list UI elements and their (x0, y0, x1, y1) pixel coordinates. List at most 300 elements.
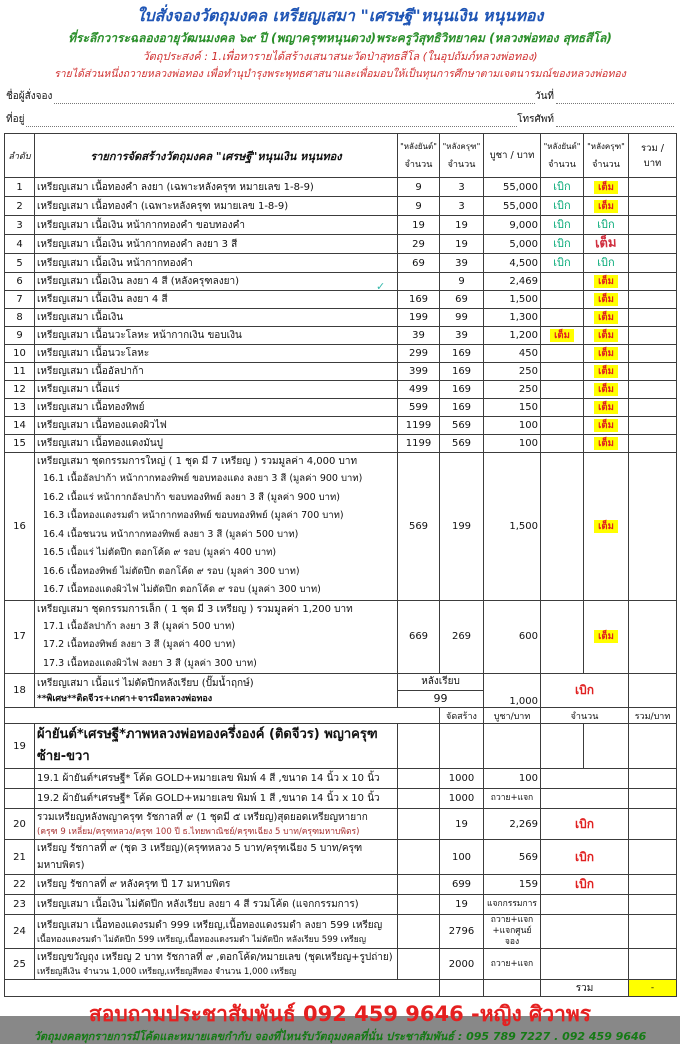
status-available: เบิก (553, 218, 571, 231)
cell-qty-garuda: 39 (440, 254, 484, 273)
cell-description: เหรียญเสมา เนื้อแร่ (35, 381, 398, 399)
cell-total (629, 254, 677, 273)
cell-total (629, 809, 677, 840)
cell-price: ถวาย+แจก +แจกศูนย์จอง (484, 915, 541, 949)
cell-total (629, 875, 677, 895)
status-available: เบิก (553, 199, 571, 212)
cell-status-yant (541, 254, 584, 273)
status-full: เต็ม (594, 520, 618, 533)
table-row (5, 840, 677, 875)
cell-status-yant (541, 235, 584, 254)
cell-total (629, 235, 677, 254)
cell-status-garuda (584, 254, 629, 273)
status-available: เบิก (553, 256, 571, 269)
cell-qty-garuda: 569 (440, 435, 484, 453)
cell-qty-garuda: 199 (440, 453, 484, 601)
table-row (5, 363, 677, 381)
cell-status (541, 809, 629, 840)
cell-blank (398, 915, 440, 949)
cell-no: 9 (5, 327, 35, 345)
cell-price: 250 (484, 381, 541, 399)
sep-label-1: บูชา/บาท (484, 708, 541, 724)
address-field[interactable] (26, 114, 517, 127)
cell-qty-yant: 1199 (398, 435, 440, 453)
status-available: เบิก (553, 237, 571, 250)
cell-no: 12 (5, 381, 35, 399)
cell-blank (398, 724, 440, 769)
cell-qty-garuda: 99 (440, 309, 484, 327)
cell-qty-yant: 669 (398, 600, 440, 674)
cell-qty-garuda: 3 (440, 178, 484, 197)
cell-no: 7 (5, 291, 35, 309)
cell-total (629, 381, 677, 399)
cell-no: 24 (5, 915, 35, 949)
table-row (5, 417, 677, 435)
cell-description: เหรียญขวัญถุง เหรียญ 2 บาท รัชกาลที่ ๙ ,ตอกโค้ด/หมายเลข (ชุดเหรียญ+รูปถ่าย) เหรียญสีเงิน จำนวน 1,000 เหรียญ,เหรียญสีทอง จำนวน 1,000 เหรียญ (35, 949, 398, 980)
cell-qty-garuda: 19 (440, 216, 484, 235)
cell-total (629, 915, 677, 949)
cell-blank-2 (584, 724, 629, 769)
cell-no: 23 (5, 895, 35, 915)
table-row (5, 327, 677, 345)
order-table-body (5, 178, 677, 997)
table-row (5, 273, 677, 291)
cell-status-garuda (584, 309, 629, 327)
document-subtitle: ที่ระลึกวาระฉลองอายุวัฒนมงคล ๖๙ ปี (พญาครุฑหนุนดวง)พระครูวิสุทธิวิทยาคม (หลวงพ่อทอง สุทธสีโล) (68, 31, 612, 45)
cell-price: 1,500 (484, 453, 541, 601)
cell-qty-yant: 199 (398, 309, 440, 327)
cell-status-yant (541, 600, 584, 674)
cell-status-garuda (584, 197, 629, 216)
cell-status-garuda (584, 345, 629, 363)
cell-qty-garuda: 3 (440, 197, 484, 216)
cell-price: 1,500 (484, 291, 541, 309)
status-full: เต็ม (594, 630, 618, 643)
cell-description: เหรียญเสมา เนื้อเงิน หน้ากากทองคำ ขอบทองคำ (35, 216, 398, 235)
total-value: - (629, 980, 677, 997)
cell-total (629, 435, 677, 453)
cell-status (541, 789, 629, 809)
address-label: ที่อยู่ (6, 114, 25, 125)
orderer-name-row (6, 89, 674, 104)
cell-qty-yant: 569 (398, 453, 440, 601)
cell-no: 5 (5, 254, 35, 273)
cell-qty-yant: 399 (398, 363, 440, 381)
cell-made-qty: 1000 (440, 769, 484, 789)
cell-price: 100 (484, 417, 541, 435)
cell-qty-garuda: 169 (440, 363, 484, 381)
cell-qty-yant: 19 (398, 216, 440, 235)
donation-note-line: รายได้ส่วนหนึ่งถวายหลวงพ่อทอง เพื่อทำนุบำรุงพระพุทธศาสนาและเพื่อมอบให้เป็นทุนการศึกษาตามเจตนารมณ์ของหลวงพ่อทอง (54, 68, 626, 80)
phone-field[interactable] (556, 114, 674, 127)
table-row (5, 600, 677, 674)
status-available: เบิก (597, 218, 615, 231)
table-row (5, 708, 677, 724)
cell-back-flat: หลังเรียบ 99 (398, 674, 484, 708)
cell-qty-yant: 1199 (398, 417, 440, 435)
cell-description: รวมเหรียญหลังพญาครุฑ รัชกาลที่ ๙ (1 ชุดมี ๕ เหรียญ)สุดยอดเหรียญหายาก (ครุฑ 9 เหลี่ยม/ครุฑหลวง/ครุฑ 100 ปี ธ.ไทยพาณิชย์/ครุฑเฉียง 5 บาท/ครุฑมหาบพิตร) (35, 809, 398, 840)
cell-total (629, 789, 677, 809)
cell-description: 19.1 ผ้ายันต์*เศรษฐี* โค้ด GOLD+หมายเลข พิมพ์ 4 สี ,ขนาด 14 นิ้ว x 10 นิ้ว (35, 769, 398, 789)
cell-description: เหรียญเสมา เนื้อทองแดงรมดำ 999 เหรียญ,เนื้อทองแดงรมดำ ลงยา 599 เหรียญ เนื้อทองแดงรมดำ ไม่ตัดปีก 599 เหรียญ,เนื้อทองแดงรมดำ ไม่ตัดปีก หลังเรียบ 599 เหรียญ (35, 915, 398, 949)
cell-description: เหรียญ รัชกาลที่ ๙ หลังครุฑ ปี 17 มหาบพิตร (35, 875, 398, 895)
cell-no: 13 (5, 399, 35, 417)
status-full: เต็ม (550, 329, 574, 342)
cell-qty-yant: 9 (398, 197, 440, 216)
cell-qty-yant: 499 (398, 381, 440, 399)
cell-no: 8 (5, 309, 35, 327)
cell-status-garuda (584, 178, 629, 197)
cell-no: 1 (5, 178, 35, 197)
cell-status-garuda (584, 381, 629, 399)
cell-qty-yant: 9 (398, 178, 440, 197)
status-full: เต็ม (594, 437, 618, 450)
phone-label: โทรศัพท์ (517, 114, 554, 125)
status-full: เต็ม (594, 401, 618, 414)
cell-blank (398, 809, 440, 840)
cell-price: 100 (484, 769, 541, 789)
cell-description: เหรียญเสมา เนื้ออัลปาก้า (35, 363, 398, 381)
cell-status (541, 769, 629, 789)
cell-total (629, 600, 677, 674)
cell-made (440, 724, 484, 769)
status-withdraw: เบิก (575, 877, 594, 891)
cell-blank (5, 708, 440, 724)
cell-description: เหรียญเสมา เนื้อนวะโลหะ หน้ากากเงิน ขอบเงิน (35, 327, 398, 345)
cell-qty-yant: 169 (398, 291, 440, 309)
sep-label-2: จำนวน (541, 708, 629, 724)
cell-total (629, 197, 677, 216)
cell-made-qty: 19 (440, 895, 484, 915)
cell-description: เหรียญเสมา เนื้อเงิน หน้ากากทองคำ ลงยา 3 สี (35, 235, 398, 254)
cell-price: 1,200 (484, 327, 541, 345)
cell-status-garuda (584, 216, 629, 235)
cell-description: เหรียญเสมา ชุดกรรมการใหญ่ ( 1 ชุด มี 7 เหรียญ ) รวมมูลค่า 4,000 บาท 16.1 เนื้ออัลปาก้า หน้ากากทองทิพย์ ขอบทองแดง ลงยา 3 สี (มูลค่า 900 บาท) 16.2 เนื้อแร่ หน้ากากอัลปาก้า ขอบทองทิพย์ ลงยา 3 สี (มูลค่า 900 บาท) 16.3 เนื้อทองแดงรมดำ หน้ากากทองทิพย์ ขอบทองทิพย์ (มูลค่า 700 บาท) 16.4 เนื้อชนวน หน้ากากทองทิพย์ ลงยา 3 สี (มูลค่า 500 บาท) 16.5 เนื้อแร่ ไม่ตัดปีก ตอกโค้ด ๙ รอบ (มูลค่า 400 บาท) 16.6 เนื้อทองทิพย์ ไม่ตัดปีก ตอกโค้ด ๙ รอบ (มูลค่า 300 บาท) 16.7 เนื้อทองแดงผิวไฟ ไม่ตัดปีก ตอกโค้ด ๙ รอบ (มูลค่า 300 บาท) (35, 453, 398, 601)
cell-qty-yant: 299 (398, 345, 440, 363)
cell-qty-garuda: 39 (440, 327, 484, 345)
cell-status-garuda (584, 235, 629, 254)
cell-made-qty: 100 (440, 840, 484, 875)
cell-total (629, 216, 677, 235)
cell-no: 2 (5, 197, 35, 216)
status-full: เต็ม (594, 200, 618, 213)
cell-price: 4,500 (484, 254, 541, 273)
cell-total (629, 399, 677, 417)
cell-status-yant (541, 216, 584, 235)
cell-no: 14 (5, 417, 35, 435)
cell-qty-garuda: 569 (440, 417, 484, 435)
date-label: วันที่ (534, 91, 554, 102)
cell-total (629, 291, 677, 309)
cell-status-yant (541, 273, 584, 291)
cell-status (541, 674, 629, 708)
cell-status-garuda (584, 600, 629, 674)
sep-label-0: จัดสร้าง (440, 708, 484, 724)
table-row (5, 197, 677, 216)
cell-blank (5, 980, 440, 997)
col-header-back-garuda-qty-2: "หลังครุฑ" จำนวน (584, 134, 629, 178)
col-header-back-yant-qty-2: "หลังยันต์" จำนวน (541, 134, 584, 178)
cell-no: 22 (5, 875, 35, 895)
cell-status-garuda (584, 399, 629, 417)
cell-status-garuda (584, 363, 629, 381)
table-row (5, 381, 677, 399)
document-header (0, 0, 680, 81)
col-header-price: บูชา / บาท (484, 134, 541, 178)
cell-total (629, 309, 677, 327)
cell-status-yant (541, 381, 584, 399)
cell-description: เหรียญเสมา เนื้อทองแดงผิวไฟ (35, 417, 398, 435)
cell-price: 9,000 (484, 216, 541, 235)
cell-blank (398, 840, 440, 875)
table-row (5, 291, 677, 309)
cell-total (629, 327, 677, 345)
table-row (5, 915, 677, 949)
cell-blank (398, 769, 440, 789)
cell-status (541, 915, 629, 949)
cell-status (541, 875, 629, 895)
table-row (5, 235, 677, 254)
cell-no: 18 (5, 674, 35, 708)
sep-label-3: รวม/บาท (629, 708, 677, 724)
status-full: เต็ม (594, 181, 618, 194)
cell-status-yant (541, 435, 584, 453)
cell-total (629, 363, 677, 381)
cell-qty-yant: 599 (398, 399, 440, 417)
total-label: รวม (541, 980, 629, 997)
cell-qty-garuda: 169 (440, 345, 484, 363)
cell-status-yant (541, 363, 584, 381)
table-row (5, 875, 677, 895)
cell-status (541, 949, 629, 980)
cell-status-yant (541, 399, 584, 417)
cell-total (629, 840, 677, 875)
cell-qty-yant: 29 (398, 235, 440, 254)
table-row (5, 453, 677, 601)
cell-no: 17 (5, 600, 35, 674)
cell-description: เหรียญเสมา เนื้อทองคำ ลงยา (เฉพาะหลังครุฑ หมายเลข 1-8-9) (35, 178, 398, 197)
cell-qty-garuda: 19 (440, 235, 484, 254)
status-full: เต็ม (594, 329, 618, 342)
cell-status-yant (541, 309, 584, 327)
status-available: เบิก (597, 256, 615, 269)
cell-status-garuda (584, 417, 629, 435)
cell-status-yant (541, 178, 584, 197)
cell-no: 3 (5, 216, 35, 235)
cell-description: เหรียญเสมา เนื้อทองแดงมันปู (35, 435, 398, 453)
cell-price: 1,000 (484, 674, 541, 708)
cell-price: 450 (484, 345, 541, 363)
cell-made-qty: 2796 (440, 915, 484, 949)
cell-status-yant (541, 345, 584, 363)
status-full: เต็ม (594, 419, 618, 432)
cell-description: เหรียญเสมา เนื้อทองทิพย์ (35, 399, 398, 417)
cell-total (541, 724, 584, 769)
cell-price: ถวาย+แจก (484, 949, 541, 980)
status-full: เต็ม (594, 311, 618, 324)
cell-price: 569 (484, 840, 541, 875)
cell-total (629, 769, 677, 789)
col-header-back-garuda-qty: "หลังครุฑ" จำนวน (440, 134, 484, 178)
footer-note-line: วัตถุมงคลทุกรายการมีโค้ดและหมายเลขกำกับ จองที่ไหนรับวัตถุมงคลที่นั่น ประชาสัมพันธ์ : 095 789 7227 . 092 459 9646 (33, 1030, 647, 1043)
cell-blank-3 (629, 724, 677, 769)
status-withdraw: เบิก (575, 683, 594, 697)
cell-description: เหรียญเสมา เนื้อทองคำ (เฉพาะหลังครุฑ หมายเลข 1-8-9) (35, 197, 398, 216)
cell-status (541, 840, 629, 875)
cell-made-qty: 699 (440, 875, 484, 895)
status-full: เต็ม (594, 365, 618, 378)
status-available: เบิก (553, 180, 571, 193)
cell-qty-garuda: 269 (440, 600, 484, 674)
cell-made-qty: 2000 (440, 949, 484, 980)
cell-blank-2 (440, 980, 484, 997)
table-row (5, 309, 677, 327)
cell-price: 250 (484, 363, 541, 381)
cell-no: 11 (5, 363, 35, 381)
cell-price: 100 (484, 435, 541, 453)
cell-blank (398, 789, 440, 809)
cell-description: เหรียญ รัชกาลที่ ๙ (ชุด 3 เหรียญ)(ครุฑหลวง 5 บาท/ครุฑเฉียง 5 บาท/ครุฑมหาบพิตร) (35, 840, 398, 875)
cell-price: 159 (484, 875, 541, 895)
cell-status-yant (541, 453, 584, 601)
contact-line: สอบถามประชาสัมพันธ์ 092 459 9646 -หญิง ศิวาพร (88, 1002, 592, 1026)
stray-teal-mark: ✓ (376, 280, 386, 293)
order-table-header (5, 134, 677, 178)
status-full: เต็ม (594, 275, 618, 288)
status-full-handwritten: เต็ม (594, 235, 618, 252)
cell-no (5, 769, 35, 789)
cell-qty-yant: 39 (398, 327, 440, 345)
cell-total (629, 178, 677, 197)
cell-status-yant (541, 197, 584, 216)
table-row (5, 789, 677, 809)
table-row (5, 674, 677, 708)
address-row (6, 112, 674, 127)
cell-price: แจกกรรมการ (484, 895, 541, 915)
cell-total (629, 895, 677, 915)
cell-total (629, 949, 677, 980)
cell-status-garuda (584, 291, 629, 309)
table-row (5, 435, 677, 453)
cell-price: 2,469 (484, 273, 541, 291)
status-withdraw: เบิก (575, 849, 594, 864)
cell-no: 25 (5, 949, 35, 980)
cell-price (484, 724, 541, 769)
cell-total (629, 417, 677, 435)
table-row (5, 949, 677, 980)
cell-description: เหรียญเสมา เนื้อแร่ ไม่ตัดปีกหลังเรียบ (ปั๊มน้ำฤกษ์) **พิเศษ**ติดจีวร+เกศา+จารมือหลวงพ่อทอง (35, 674, 398, 708)
table-row (5, 399, 677, 417)
cell-description: เหรียญเสมา เนื้อเงิน หน้ากากทองคำ (35, 254, 398, 273)
cell-price: 600 (484, 600, 541, 674)
cell-made-qty: 19 (440, 809, 484, 840)
cell-section-title: ผ้ายันต์*เศรษฐี*ภาพหลวงพ่อทองครึ่งองค์ (ติดจีวร) พญาครุฑ ซ้าย-ขวา (35, 724, 398, 769)
cell-no (5, 789, 35, 809)
table-row (5, 345, 677, 363)
cell-no: 10 (5, 345, 35, 363)
cell-description: เหรียญเสมา เนื้อเงิน ไม่ตัดปีก หลังเรียบ ลงยา 4 สี รวมโค้ด (แจกกรรมการ) (35, 895, 398, 915)
cell-description: เหรียญเสมา ชุดกรรมการเล็ก ( 1 ชุด มี 3 เหรียญ ) รวมมูลค่า 1,200 บาท 17.1 เนื้ออัลปาก้า ลงยา 3 สี (มูลค่า 500 บาท) 17.2 เนื้อทองทิพย์ ลงยา 3 สี (มูลค่า 400 บาท) 17.3 เนื้อทองแดงผิวไฟ ลงยา 3 สี (มูลค่า 300 บาท) (35, 600, 398, 674)
cell-qty-yant (398, 273, 440, 291)
cell-blank (398, 949, 440, 980)
table-row (5, 178, 677, 197)
cell-no: 15 (5, 435, 35, 453)
cell-price: 2,269 (484, 809, 541, 840)
cell-description: เหรียญเสมา เนื้อเงิน ลงยา 4 สี (35, 291, 398, 309)
cell-blank (398, 875, 440, 895)
cell-status-yant (541, 291, 584, 309)
cell-made-qty: 1000 (440, 789, 484, 809)
cell-blank (398, 895, 440, 915)
cell-description: เหรียญเสมา เนื้อเงิน ลงยา 4 สี (หลังครุฑลงยา) (35, 273, 398, 291)
order-table (4, 133, 677, 997)
cell-price: 5,000 (484, 235, 541, 254)
col-header-no: ลำดับ (5, 134, 35, 178)
cell-qty-garuda: 169 (440, 399, 484, 417)
table-row (5, 809, 677, 840)
table-row (5, 254, 677, 273)
cell-status-garuda (584, 435, 629, 453)
cell-no: 16 (5, 453, 35, 601)
cell-description: 19.2 ผ้ายันต์*เศรษฐี* โค้ด GOLD+หมายเลข พิมพ์ 1 สี ,ขนาด 14 นิ้ว x 10 นิ้ว (35, 789, 398, 809)
table-row (5, 769, 677, 789)
cell-no: 20 (5, 809, 35, 840)
status-full: เต็ม (594, 383, 618, 396)
cell-qty-yant: 69 (398, 254, 440, 273)
cell-status-garuda (584, 453, 629, 601)
orderer-name-field[interactable] (54, 91, 535, 104)
cell-total (629, 273, 677, 291)
col-header-items: รายการจัดสร้างวัตถุมงคล "เศรษฐี"หนุนเงิน หนุนทอง (35, 134, 398, 178)
cell-status-yant (541, 327, 584, 345)
table-row (5, 724, 677, 769)
cell-no: 19 (5, 724, 35, 769)
cell-price: 150 (484, 399, 541, 417)
table-row (5, 895, 677, 915)
cell-status-garuda (584, 273, 629, 291)
cell-description: เหรียญเสมา เนื้อเงิน (35, 309, 398, 327)
status-full: เต็ม (594, 347, 618, 360)
cell-blank-3 (484, 980, 541, 997)
status-full: เต็ม (594, 293, 618, 306)
cell-status-garuda (584, 327, 629, 345)
orderer-name-label: ชื่อผู้สั่งจอง (6, 91, 53, 102)
cell-total (629, 453, 677, 601)
cell-description: เหรียญเสมา เนื้อนวะโลหะ (35, 345, 398, 363)
cell-no: 6 (5, 273, 35, 291)
cell-no: 21 (5, 840, 35, 875)
cell-qty-garuda: 9 (440, 273, 484, 291)
cell-price: 1,300 (484, 309, 541, 327)
purpose-line: วัตถุประสงค์ : 1.เพื่อหารายได้สร้างเสนาสนะวัดป่าสุทธสีโล (ในอุปถัมภ์หลวงพ่อทอง) (142, 50, 538, 63)
table-row (5, 216, 677, 235)
cell-status-yant (541, 417, 584, 435)
cell-price: ถวาย+แจก (484, 789, 541, 809)
date-field[interactable] (556, 91, 674, 104)
cell-total (629, 345, 677, 363)
cell-qty-garuda: 169 (440, 381, 484, 399)
cell-qty-garuda: 69 (440, 291, 484, 309)
cell-no: 4 (5, 235, 35, 254)
document-title: ใบสั่งจองวัตถุมงคล เหรียญเสมา "เศรษฐี"หนุนเงิน หนุนทอง (136, 6, 544, 25)
cell-price: 55,000 (484, 197, 541, 216)
status-withdraw: เบิก (575, 816, 594, 831)
cell-status (541, 895, 629, 915)
col-header-back-yant-qty: "หลังยันต์" จำนวน (398, 134, 440, 178)
table-row (5, 980, 677, 997)
cell-price: 55,000 (484, 178, 541, 197)
cell-total (629, 674, 677, 708)
